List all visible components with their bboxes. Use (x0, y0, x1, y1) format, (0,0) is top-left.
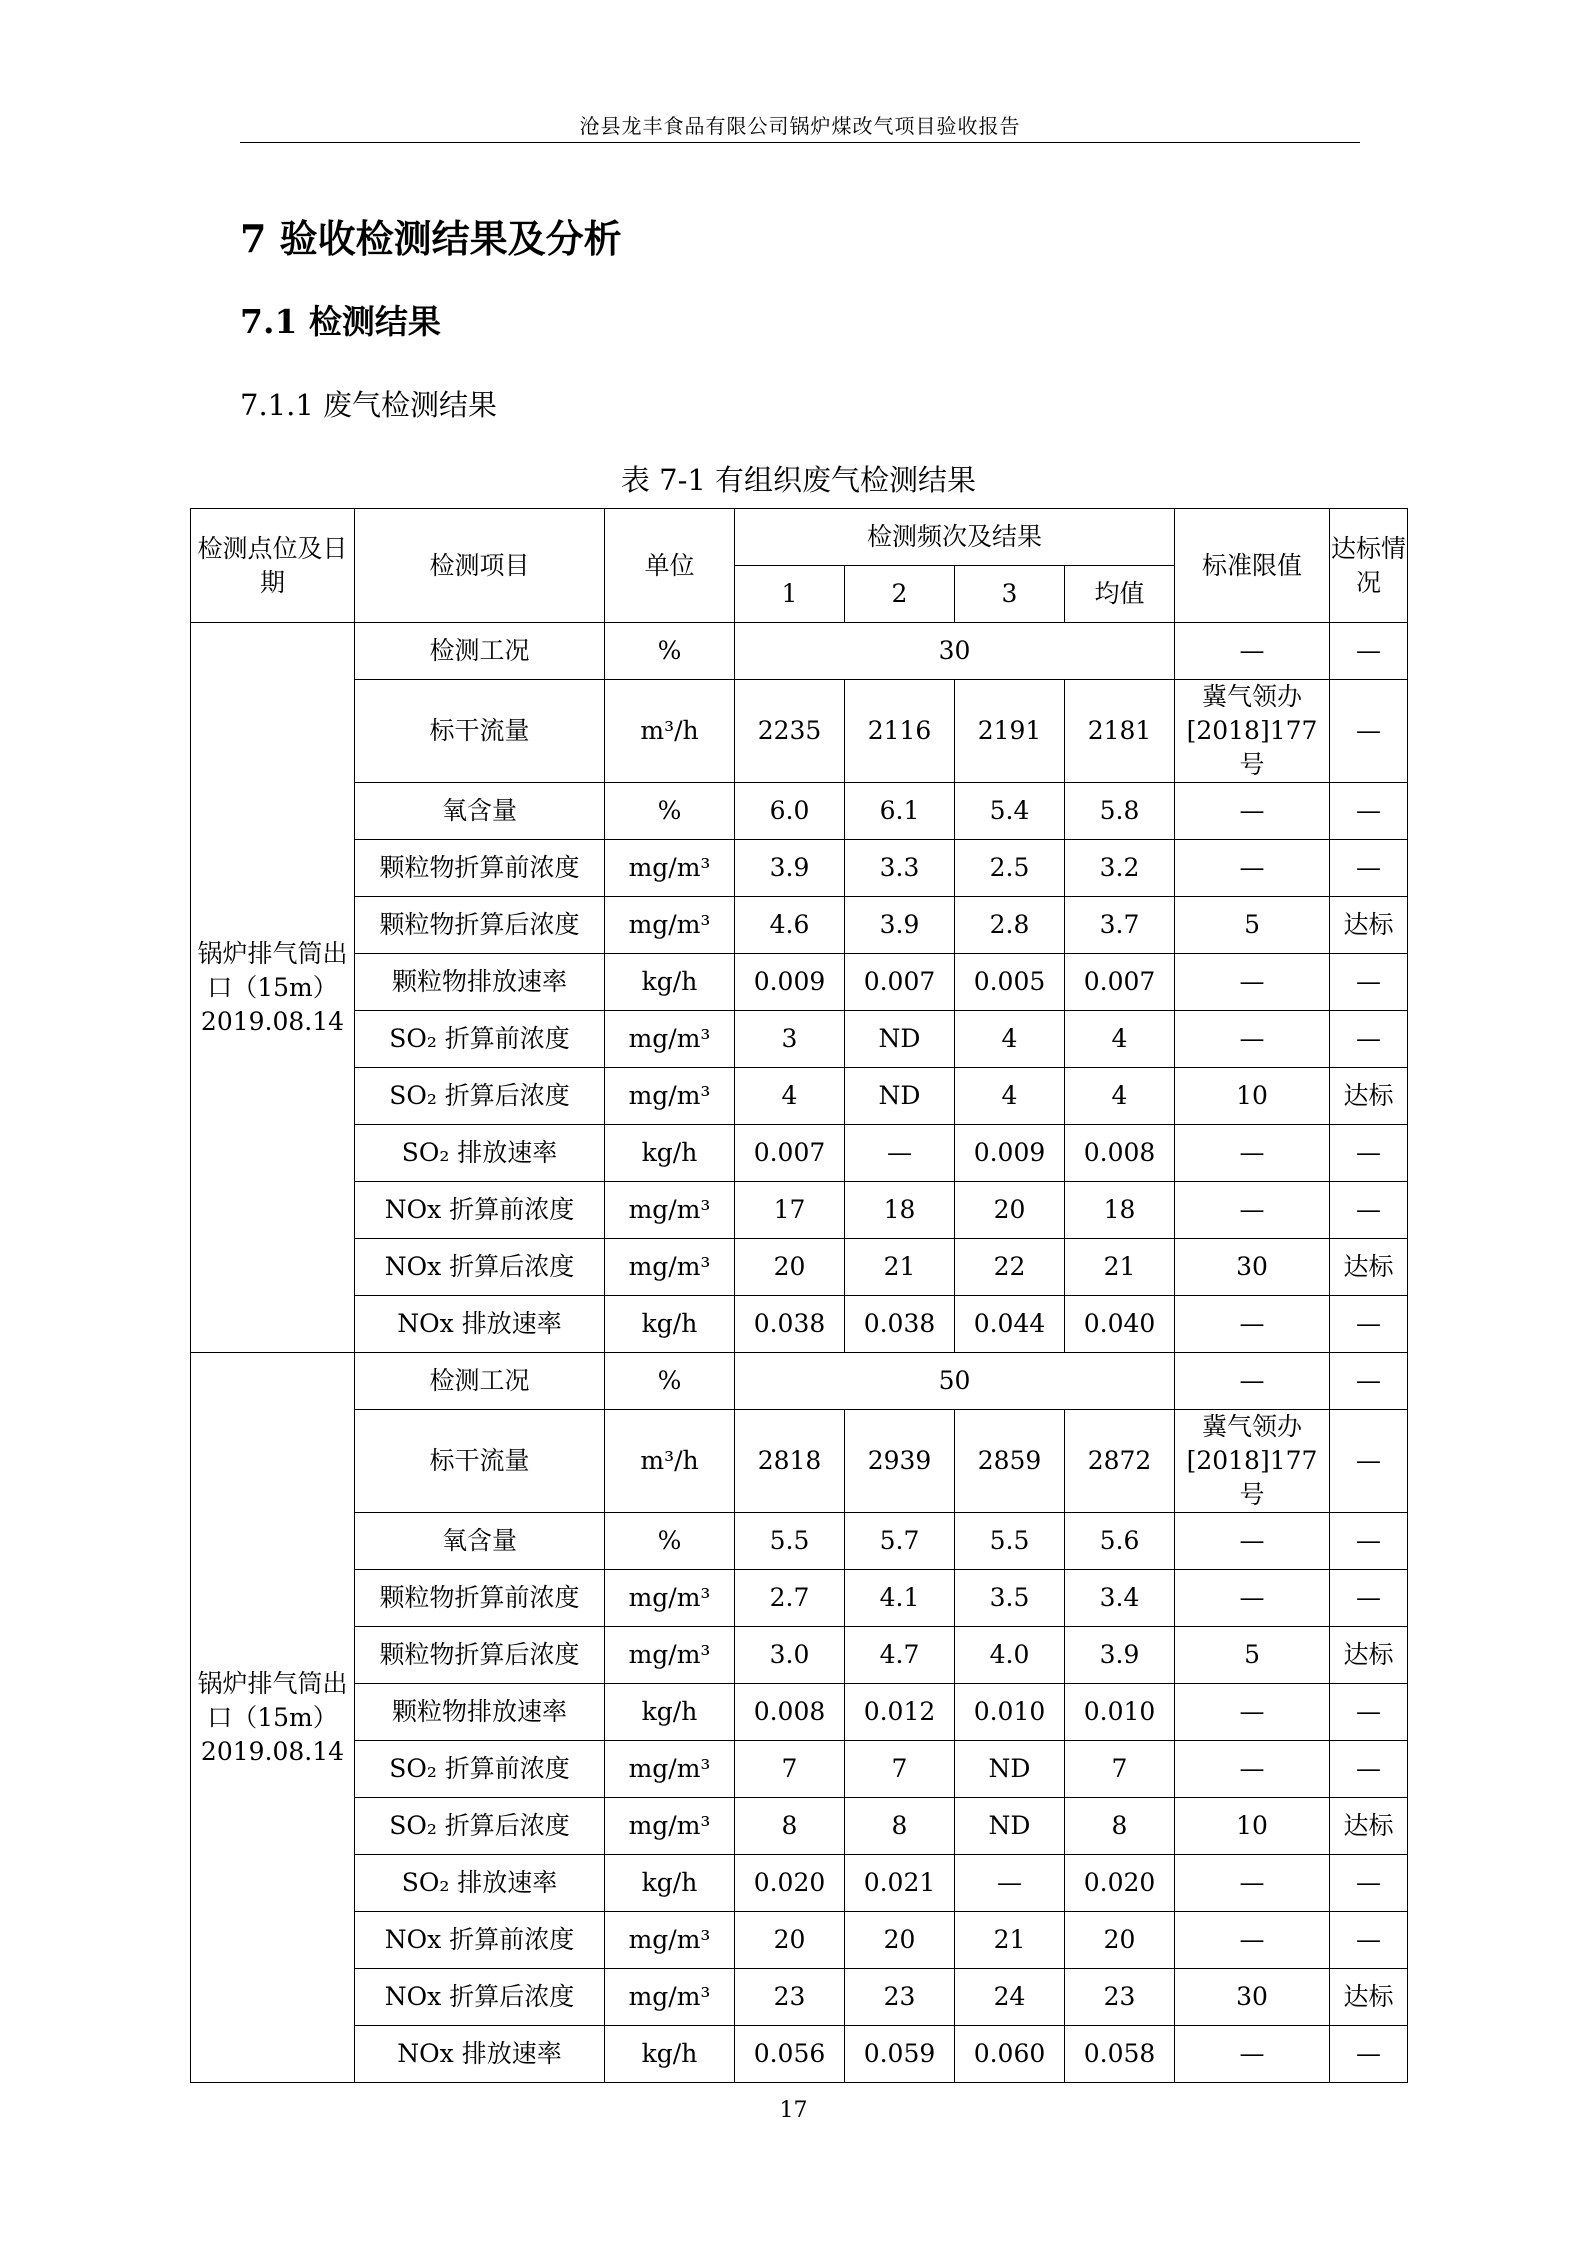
status-cell: — (1330, 623, 1408, 680)
page-number: 17 (779, 2098, 808, 2123)
table-row (191, 1011, 1408, 1068)
value-average-cell: 8 (1065, 1798, 1175, 1855)
unit-cell: kg/h (605, 1296, 735, 1353)
table-row (191, 1125, 1408, 1182)
unit-cell: % (605, 623, 735, 680)
status-cell: — (1330, 840, 1408, 897)
value-run-3-cell: 4 (955, 1068, 1065, 1125)
table-row (191, 897, 1408, 954)
value-run-2-cell: 20 (845, 1912, 955, 1969)
header-average: 均值 (1065, 566, 1175, 623)
value-run-1-cell: 7 (735, 1741, 845, 1798)
unit-cell: mg/m³ (605, 1912, 735, 1969)
value-run-1-cell: 2818 (735, 1410, 845, 1513)
unit-cell: % (605, 783, 735, 840)
unit-cell: mg/m³ (605, 1741, 735, 1798)
table-row (191, 840, 1408, 897)
status-cell: 达标 (1330, 1239, 1408, 1296)
merged-value-cell: 30 (735, 623, 1175, 680)
table-row (191, 1969, 1408, 2026)
standard-cell: — (1175, 1912, 1330, 1969)
status-cell: — (1330, 1912, 1408, 1969)
header-standard: 标准限值 (1175, 509, 1330, 623)
value-run-1-cell: 0.009 (735, 954, 845, 1011)
value-run-1-cell: 0.007 (735, 1125, 845, 1182)
value-run-1-cell: 0.056 (735, 2026, 845, 2083)
standard-cell: — (1175, 1684, 1330, 1741)
value-average-cell: 5.8 (1065, 783, 1175, 840)
value-run-3-cell: 21 (955, 1912, 1065, 1969)
table-row (191, 623, 1408, 680)
value-average-cell: 3.7 (1065, 897, 1175, 954)
page-header: 沧县龙丰食品有限公司锅炉煤改气项目验收报告 (579, 114, 1021, 138)
value-run-2-cell: 6.1 (845, 783, 955, 840)
standard-cell: — (1175, 840, 1330, 897)
value-run-1-cell: 20 (735, 1239, 845, 1296)
value-run-1-cell: 2235 (735, 680, 845, 783)
value-run-2-cell: 23 (845, 1969, 955, 2026)
item-cell: 氧含量 (355, 783, 605, 840)
subsection-heading: 7.1 检测结果 (240, 302, 441, 341)
status-cell: — (1330, 1011, 1408, 1068)
header-unit: 单位 (605, 509, 735, 623)
table-row (191, 954, 1408, 1011)
standard-cell: — (1175, 1741, 1330, 1798)
table-row (191, 1912, 1408, 1969)
value-run-3-cell: 0.060 (955, 2026, 1065, 2083)
status-cell: — (1330, 2026, 1408, 2083)
value-run-3-cell: 22 (955, 1239, 1065, 1296)
value-run-2-cell: ND (845, 1011, 955, 1068)
standard-cell: — (1175, 1855, 1330, 1912)
status-cell: — (1330, 783, 1408, 840)
standard-cell: 10 (1175, 1068, 1330, 1125)
item-cell: 标干流量 (355, 680, 605, 783)
sampling-point-cell: 锅炉排气筒出口（15m）2019.08.14 (191, 1353, 355, 2083)
value-average-cell: 7 (1065, 1741, 1175, 1798)
item-cell: 颗粒物折算后浓度 (355, 897, 605, 954)
status-cell: — (1330, 1570, 1408, 1627)
item-cell: NOx 折算前浓度 (355, 1182, 605, 1239)
standard-cell: — (1175, 1513, 1330, 1570)
standard-cell: 冀气领办[2018]177 号 (1175, 1410, 1330, 1513)
value-run-3-cell: 4 (955, 1011, 1065, 1068)
value-run-3-cell: 5.5 (955, 1513, 1065, 1570)
value-average-cell: 3.9 (1065, 1627, 1175, 1684)
status-cell: — (1330, 954, 1408, 1011)
value-average-cell: 0.058 (1065, 2026, 1175, 2083)
value-run-2-cell: 18 (845, 1182, 955, 1239)
value-run-3-cell: 20 (955, 1182, 1065, 1239)
merged-value-cell: 50 (735, 1353, 1175, 1410)
unit-cell: mg/m³ (605, 1068, 735, 1125)
value-run-1-cell: 0.008 (735, 1684, 845, 1741)
value-run-1-cell: 3.9 (735, 840, 845, 897)
item-cell: 颗粒物折算前浓度 (355, 1570, 605, 1627)
emission-results-table (190, 508, 1408, 2083)
unit-cell: % (605, 1513, 735, 1570)
table-row (191, 1353, 1408, 1410)
value-run-3-cell: 2.8 (955, 897, 1065, 954)
value-average-cell: 20 (1065, 1912, 1175, 1969)
unit-cell: mg/m³ (605, 1011, 735, 1068)
value-run-2-cell: 0.059 (845, 2026, 955, 2083)
unit-cell: mg/m³ (605, 840, 735, 897)
table-row (191, 1570, 1408, 1627)
item-cell: SO₂ 折算前浓度 (355, 1011, 605, 1068)
standard-cell: — (1175, 1125, 1330, 1182)
value-run-2-cell: 0.007 (845, 954, 955, 1011)
standard-cell: — (1175, 783, 1330, 840)
value-run-3-cell: 2859 (955, 1410, 1065, 1513)
value-run-1-cell: 17 (735, 1182, 845, 1239)
status-cell: 达标 (1330, 897, 1408, 954)
value-run-1-cell: 0.038 (735, 1296, 845, 1353)
value-average-cell: 2181 (1065, 680, 1175, 783)
status-cell: 达标 (1330, 1627, 1408, 1684)
value-run-2-cell: 3.3 (845, 840, 955, 897)
standard-cell: — (1175, 1296, 1330, 1353)
value-run-2-cell: 4.1 (845, 1570, 955, 1627)
value-average-cell: 4 (1065, 1011, 1175, 1068)
unit-cell: kg/h (605, 1125, 735, 1182)
standard-cell: — (1175, 1011, 1330, 1068)
table-row (191, 1798, 1408, 1855)
item-cell: 标干流量 (355, 1410, 605, 1513)
value-average-cell: 4 (1065, 1068, 1175, 1125)
status-cell: — (1330, 680, 1408, 783)
standard-cell: — (1175, 1353, 1330, 1410)
value-run-2-cell: 3.9 (845, 897, 955, 954)
table-row (191, 1855, 1408, 1912)
table-row (191, 783, 1408, 840)
value-run-1-cell: 0.020 (735, 1855, 845, 1912)
item-cell: 氧含量 (355, 1513, 605, 1570)
value-run-3-cell: 4.0 (955, 1627, 1065, 1684)
status-cell: 达标 (1330, 1969, 1408, 2026)
value-run-1-cell: 3.0 (735, 1627, 845, 1684)
standard-cell: — (1175, 623, 1330, 680)
value-run-1-cell: 8 (735, 1798, 845, 1855)
header-rule (240, 142, 1360, 143)
unit-cell: mg/m³ (605, 1798, 735, 1855)
unit-cell: kg/h (605, 1684, 735, 1741)
unit-cell: % (605, 1353, 735, 1410)
value-run-2-cell: 5.7 (845, 1513, 955, 1570)
status-cell: — (1330, 1684, 1408, 1741)
unit-cell: kg/h (605, 2026, 735, 2083)
unit-cell: mg/m³ (605, 1570, 735, 1627)
unit-cell: mg/m³ (605, 897, 735, 954)
value-average-cell: 0.040 (1065, 1296, 1175, 1353)
value-run-3-cell: 3.5 (955, 1570, 1065, 1627)
value-run-3-cell: 2.5 (955, 840, 1065, 897)
table-caption: 表 7-1 有组织废气检测结果 (620, 463, 977, 497)
value-run-3-cell: 0.010 (955, 1684, 1065, 1741)
value-run-2-cell: 21 (845, 1239, 955, 1296)
item-cell: 检测工况 (355, 1353, 605, 1410)
item-cell: NOx 折算前浓度 (355, 1912, 605, 1969)
unit-cell: mg/m³ (605, 1239, 735, 1296)
value-run-1-cell: 6.0 (735, 783, 845, 840)
value-run-2-cell: ND (845, 1068, 955, 1125)
standard-cell: 30 (1175, 1239, 1330, 1296)
value-run-1-cell: 4 (735, 1068, 845, 1125)
unit-cell: kg/h (605, 954, 735, 1011)
table-row (191, 1296, 1408, 1353)
value-average-cell: 23 (1065, 1969, 1175, 2026)
item-cell: NOx 排放速率 (355, 2026, 605, 2083)
value-run-3-cell: ND (955, 1741, 1065, 1798)
section-heading: 7 验收检测结果及分析 (240, 216, 622, 261)
table-row (191, 1182, 1408, 1239)
value-run-3-cell: 0.005 (955, 954, 1065, 1011)
value-run-2-cell: 2939 (845, 1410, 955, 1513)
value-run-1-cell: 20 (735, 1912, 845, 1969)
status-cell: — (1330, 1410, 1408, 1513)
header-run-1: 1 (735, 566, 845, 623)
value-run-2-cell: 7 (845, 1741, 955, 1798)
value-run-2-cell: 0.038 (845, 1296, 955, 1353)
value-run-1-cell: 23 (735, 1969, 845, 2026)
status-cell: — (1330, 1353, 1408, 1410)
header-status: 达标情况 (1330, 509, 1408, 623)
unit-cell: m³/h (605, 680, 735, 783)
item-cell: NOx 折算后浓度 (355, 1239, 605, 1296)
value-average-cell: 0.010 (1065, 1684, 1175, 1741)
item-cell: NOx 排放速率 (355, 1296, 605, 1353)
status-cell: — (1330, 1855, 1408, 1912)
table-row (191, 1627, 1408, 1684)
value-run-3-cell: 2191 (955, 680, 1065, 783)
value-average-cell: 0.007 (1065, 954, 1175, 1011)
item-cell: SO₂ 折算后浓度 (355, 1798, 605, 1855)
value-run-3-cell: 5.4 (955, 783, 1065, 840)
item-cell: 颗粒物排放速率 (355, 1684, 605, 1741)
value-average-cell: 18 (1065, 1182, 1175, 1239)
value-run-3-cell: 24 (955, 1969, 1065, 2026)
value-average-cell: 2872 (1065, 1410, 1175, 1513)
standard-cell: 冀气领办[2018]177 号 (1175, 680, 1330, 783)
value-run-1-cell: 2.7 (735, 1570, 845, 1627)
standard-cell: — (1175, 1182, 1330, 1239)
item-cell: SO₂ 折算后浓度 (355, 1068, 605, 1125)
value-average-cell: 5.6 (1065, 1513, 1175, 1570)
table-row (191, 1239, 1408, 1296)
item-cell: 检测工况 (355, 623, 605, 680)
standard-cell: 5 (1175, 1627, 1330, 1684)
item-cell: SO₂ 排放速率 (355, 1855, 605, 1912)
value-run-3-cell: 0.044 (955, 1296, 1065, 1353)
table-row (191, 2026, 1408, 2083)
status-cell: 达标 (1330, 1798, 1408, 1855)
value-run-2-cell: 2116 (845, 680, 955, 783)
item-cell: SO₂ 排放速率 (355, 1125, 605, 1182)
table-row (191, 1741, 1408, 1798)
table-row (191, 1068, 1408, 1125)
table-row (191, 680, 1408, 783)
status-cell: — (1330, 1513, 1408, 1570)
standard-cell: 30 (1175, 1969, 1330, 2026)
unit-cell: mg/m³ (605, 1182, 735, 1239)
status-cell: — (1330, 1741, 1408, 1798)
header-run-3: 3 (955, 566, 1065, 623)
value-run-1-cell: 3 (735, 1011, 845, 1068)
value-run-2-cell: 4.7 (845, 1627, 955, 1684)
value-average-cell: 0.008 (1065, 1125, 1175, 1182)
unit-cell: mg/m³ (605, 1969, 735, 2026)
value-run-2-cell: 0.012 (845, 1684, 955, 1741)
value-average-cell: 21 (1065, 1239, 1175, 1296)
item-cell: 颗粒物折算后浓度 (355, 1627, 605, 1684)
value-run-1-cell: 4.6 (735, 897, 845, 954)
subsubsection-heading: 7.1.1 废气检测结果 (240, 388, 498, 422)
table-row (191, 1410, 1408, 1513)
value-run-2-cell: 0.021 (845, 1855, 955, 1912)
item-cell: 颗粒物排放速率 (355, 954, 605, 1011)
standard-cell: 10 (1175, 1798, 1330, 1855)
standard-cell: — (1175, 1570, 1330, 1627)
value-average-cell: 0.020 (1065, 1855, 1175, 1912)
status-cell: — (1330, 1182, 1408, 1239)
value-run-2-cell: 8 (845, 1798, 955, 1855)
item-cell: NOx 折算后浓度 (355, 1969, 605, 2026)
value-run-3-cell: ND (955, 1798, 1065, 1855)
value-average-cell: 3.4 (1065, 1570, 1175, 1627)
value-run-3-cell: 0.009 (955, 1125, 1065, 1182)
header-run-2: 2 (845, 566, 955, 623)
unit-cell: mg/m³ (605, 1627, 735, 1684)
item-cell: 颗粒物折算前浓度 (355, 840, 605, 897)
value-average-cell: 3.2 (1065, 840, 1175, 897)
standard-cell: 5 (1175, 897, 1330, 954)
status-cell: — (1330, 1125, 1408, 1182)
item-cell: SO₂ 折算前浓度 (355, 1741, 605, 1798)
header-item: 检测项目 (355, 509, 605, 623)
header-point: 检测点位及日期 (191, 509, 355, 623)
standard-cell: — (1175, 954, 1330, 1011)
value-run-1-cell: 5.5 (735, 1513, 845, 1570)
table-row (191, 1684, 1408, 1741)
header-results: 检测频次及结果 (735, 509, 1175, 566)
status-cell: — (1330, 1296, 1408, 1353)
value-run-2-cell: — (845, 1125, 955, 1182)
standard-cell: — (1175, 2026, 1330, 2083)
table-row (191, 1513, 1408, 1570)
unit-cell: kg/h (605, 1855, 735, 1912)
value-run-3-cell: — (955, 1855, 1065, 1912)
sampling-point-cell: 锅炉排气筒出口（15m）2019.08.14 (191, 623, 355, 1353)
unit-cell: m³/h (605, 1410, 735, 1513)
status-cell: 达标 (1330, 1068, 1408, 1125)
